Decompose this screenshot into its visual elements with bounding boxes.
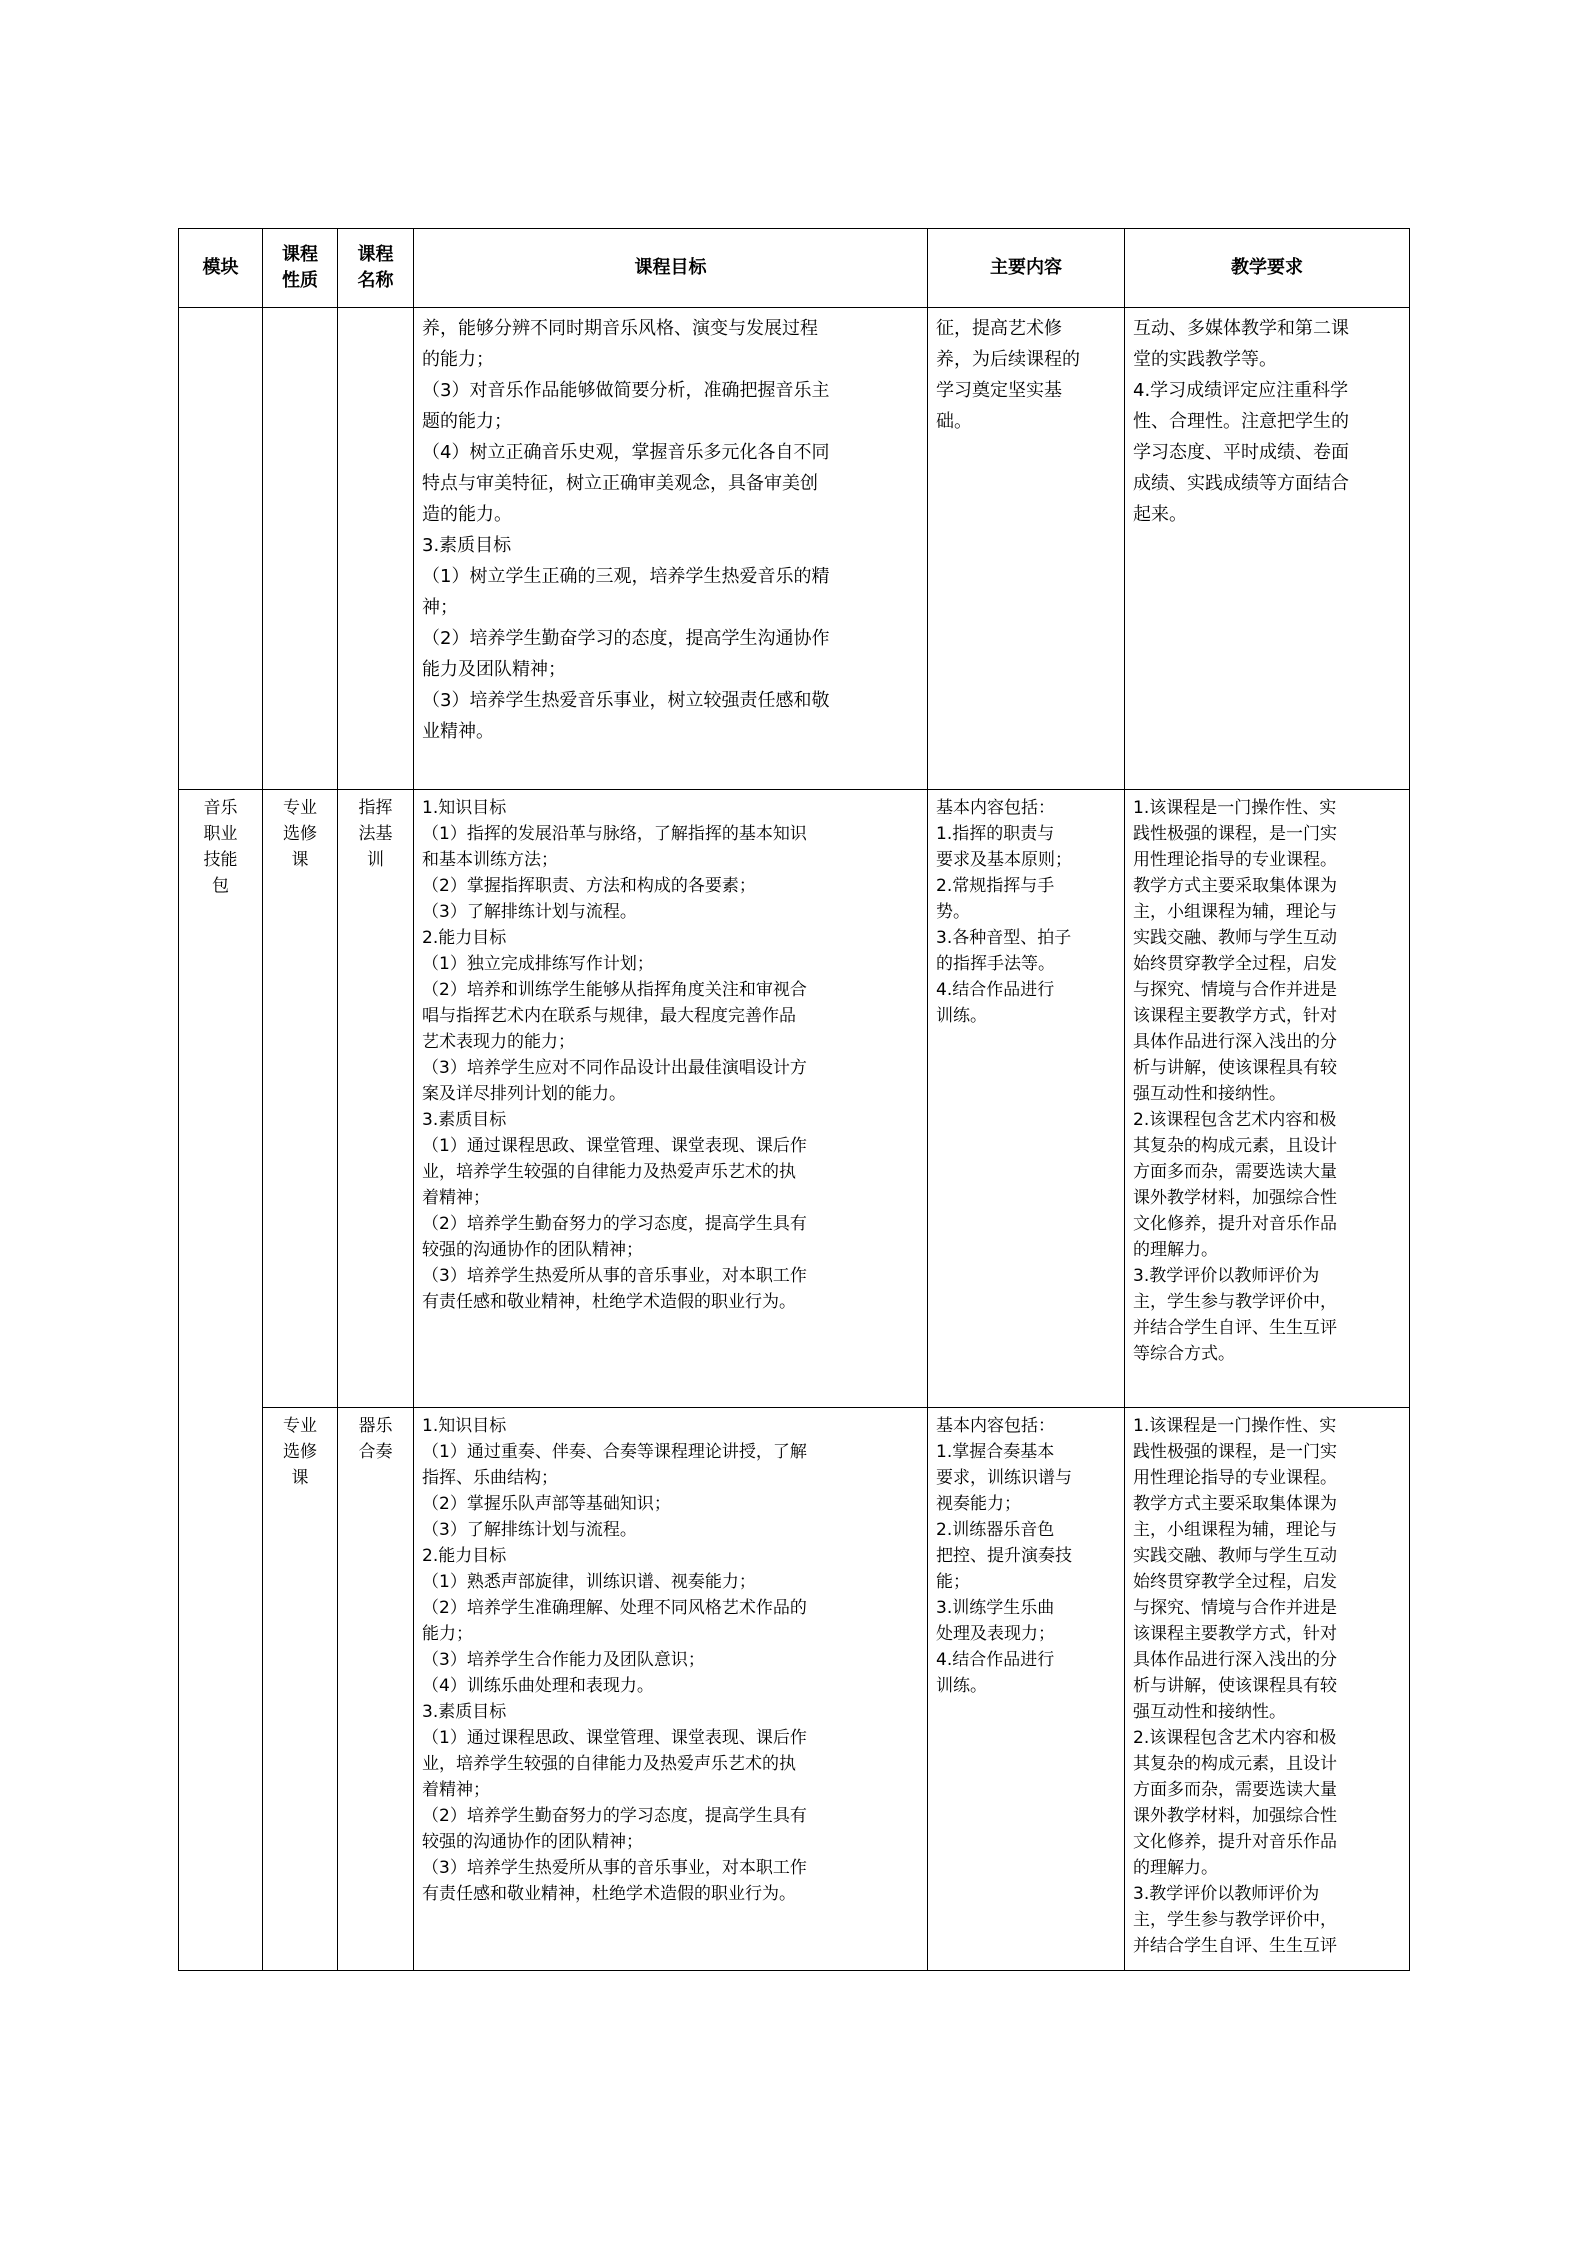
goal-cell: [414, 308, 928, 790]
content-line: 处理及表现力；: [936, 1624, 1055, 1644]
requirement-line: 2.该课程包含艺术内容和极: [1133, 1728, 1337, 1748]
requirement-line: 学习态度、平时成绩、卷面: [1133, 442, 1349, 463]
name-line: 法基: [358, 824, 393, 844]
requirement-line: 用性理论指导的专业课程。: [1133, 850, 1337, 870]
content-line: 要求，训练识谱与: [936, 1468, 1072, 1488]
requirement-line: 其复杂的构成元素，且设计: [1133, 1754, 1337, 1774]
requirement-line: 践性极强的课程，是一门实: [1133, 824, 1337, 844]
goal-cell: [414, 790, 928, 1408]
goal-line: 较强的沟通协作的团队精神；: [422, 1240, 643, 1260]
goal-line: （3）了解排练计划与流程。: [422, 902, 637, 922]
nature-line: 课: [291, 850, 309, 870]
requirement-line: 与探究、情境与合作并进是: [1133, 980, 1337, 1000]
goal-line: （1）通过重奏、伴奏、合奏等课程理论讲授，了解: [422, 1442, 807, 1462]
goal-line: 养，能够分辨不同时期音乐风格、演变与发展过程: [422, 318, 818, 339]
requirement-line: 起来。: [1133, 504, 1187, 525]
goal-line: 唱与指挥艺术内在联系与规律，最大程度完善作品: [422, 1006, 796, 1026]
goal-line: 有责任感和敬业精神，杜绝学术造假的职业行为。: [422, 1884, 796, 1904]
requirement-line: 与探究、情境与合作并进是: [1133, 1598, 1337, 1618]
requirement-line: 的理解力。: [1133, 1240, 1218, 1260]
goal-line: 能力；: [422, 1624, 473, 1644]
goal-line: （1）熟悉声部旋律，训练识谱、视奏能力；: [422, 1572, 756, 1592]
requirement-line: 具体作品进行深入浅出的分: [1133, 1032, 1337, 1052]
nature-line: 专业: [283, 798, 317, 818]
content-line: 学习奠定坚实基: [936, 380, 1062, 401]
requirement-line: 性、合理性。注意把学生的: [1133, 411, 1349, 432]
requirement-line: 4.学习成绩评定应注重科学: [1133, 380, 1349, 401]
header-main-content: 主要内容: [928, 229, 1125, 308]
content-cell: [928, 308, 1125, 790]
header-name-line: 名称: [357, 270, 394, 291]
goal-line: （2）掌握乐队声部等基础知识；: [422, 1494, 671, 1514]
requirement-line: 等综合方式。: [1133, 1344, 1235, 1364]
goal-line: 特点与审美特征，树立正确审美观念，具备审美创: [422, 473, 818, 494]
table-row-ensemble: [179, 1408, 1410, 1971]
goal-line: 2.能力目标: [422, 928, 507, 948]
module-cell: [179, 790, 263, 1971]
module-label-line: 技能: [203, 850, 238, 870]
nature-cell-empty: [263, 308, 338, 790]
content-line: 3.各种音型、拍子: [936, 928, 1072, 948]
content-line: 训练。: [936, 1676, 987, 1696]
content-line: 2.训练器乐音色: [936, 1520, 1055, 1540]
requirement-cell: [1125, 308, 1410, 790]
goal-line: 业，培养学生较强的自律能力及热爱声乐艺术的执: [422, 1754, 796, 1774]
requirement-line: 具体作品进行深入浅出的分: [1133, 1650, 1337, 1670]
content-line: 1.指挥的职责与: [936, 824, 1055, 844]
name-line: 指挥: [358, 798, 393, 818]
header-course-nature: [263, 229, 338, 308]
goal-line: 指挥、乐曲结构；: [422, 1468, 558, 1488]
goal-line: （2）培养学生准确理解、处理不同风格艺术作品的: [422, 1598, 807, 1618]
requirement-line: 实践交融、教师与学生互动: [1133, 1546, 1337, 1566]
content-line: 基本内容包括：: [936, 798, 1055, 818]
requirement-line: 主，小组课程为辅，理论与: [1133, 1520, 1337, 1540]
goal-line: 较强的沟通协作的团队精神；: [422, 1832, 643, 1852]
requirement-line: 方面多而杂，需要选读大量: [1133, 1780, 1337, 1800]
nature-line: 课: [291, 1468, 309, 1488]
requirement-line: 课外教学材料，加强综合性: [1133, 1188, 1337, 1208]
name-cell-empty: [338, 308, 414, 790]
goal-line: （2）培养和训练学生能够从指挥角度关注和审视合: [422, 980, 807, 1000]
requirement-line: 强互动性和接纳性。: [1133, 1702, 1286, 1722]
content-line: 视奏能力；: [936, 1494, 1021, 1514]
goal-line: 3.素质目标: [422, 1110, 507, 1130]
requirement-cell: [1125, 1408, 1410, 1971]
goal-line: 业，培养学生较强的自律能力及热爱声乐艺术的执: [422, 1162, 796, 1182]
requirement-line: 主，学生参与教学评价中，: [1133, 1910, 1337, 1930]
requirement-line: 析与讲解，使该课程具有较: [1133, 1058, 1337, 1078]
goal-line: （3）培养学生热爱所从事的音乐事业，对本职工作: [422, 1858, 807, 1878]
requirement-line: 互动、多媒体教学和第二课: [1133, 318, 1349, 339]
goal-line: （3）培养学生合作能力及团队意识；: [422, 1650, 705, 1670]
goal-line: （1）指挥的发展沿革与脉络，了解指挥的基本知识: [422, 824, 807, 844]
header-course-name: [338, 229, 414, 308]
requirement-cell: [1125, 790, 1410, 1408]
requirement-line: 析与讲解，使该课程具有较: [1133, 1676, 1337, 1696]
requirement-line: 3.教学评价以教师评价为: [1133, 1884, 1320, 1904]
goal-line: 造的能力。: [422, 504, 512, 525]
goal-line: （3）培养学生热爱所从事的音乐事业，对本职工作: [422, 1266, 807, 1286]
requirement-line: 践性极强的课程，是一门实: [1133, 1442, 1337, 1462]
course-table: [178, 228, 1410, 1971]
requirement-line: 主，学生参与教学评价中，: [1133, 1292, 1337, 1312]
module-cell-empty: [179, 308, 263, 790]
requirement-line: 其复杂的构成元素，且设计: [1133, 1136, 1337, 1156]
requirement-line: 教学方式主要采取集体课为: [1133, 1494, 1337, 1514]
goal-line: 1.知识目标: [422, 1416, 507, 1436]
goal-line: 有责任感和敬业精神，杜绝学术造假的职业行为。: [422, 1292, 796, 1312]
header-module: 模块: [179, 229, 263, 308]
requirement-line: 文化修养，提升对音乐作品: [1133, 1214, 1337, 1234]
goal-line: 2.能力目标: [422, 1546, 507, 1566]
goal-line: 1.知识目标: [422, 798, 507, 818]
content-cell: [928, 1408, 1125, 1971]
name-line: 器乐: [358, 1416, 393, 1436]
table-row-conducting: [179, 790, 1410, 1408]
requirement-line: 该课程主要教学方式，针对: [1133, 1006, 1337, 1026]
header-name-line: 课程: [357, 244, 394, 265]
requirement-line: 的理解力。: [1133, 1858, 1218, 1878]
goal-line: 着精神；: [422, 1188, 490, 1208]
header-teaching-requirement: 教学要求: [1125, 229, 1410, 308]
goal-line: 3.素质目标: [422, 1702, 507, 1722]
requirement-line: 课外教学材料，加强综合性: [1133, 1806, 1337, 1826]
header-nature-line: 性质: [282, 270, 318, 291]
name-line: 合奏: [358, 1442, 393, 1462]
requirement-line: 方面多而杂，需要选读大量: [1133, 1162, 1337, 1182]
content-cell: [928, 790, 1125, 1408]
content-line: 3.训练学生乐曲: [936, 1598, 1055, 1618]
goal-line: （2）培养学生勤奋努力的学习态度，提高学生具有: [422, 1214, 807, 1234]
goal-line: 艺术表现力的能力；: [422, 1032, 575, 1052]
requirement-line: 并结合学生自评、生生互评: [1133, 1318, 1337, 1338]
goal-line: （1）树立学生正确的三观，培养学生热爱音乐的精: [422, 566, 830, 587]
goal-line: （3）培养学生应对不同作品设计出最佳演唱设计方: [422, 1058, 807, 1078]
goal-line: 能力及团队精神；: [422, 659, 566, 680]
nature-cell: [263, 1408, 338, 1971]
name-cell: [338, 790, 414, 1408]
header-course-goal: 课程目标: [414, 229, 928, 308]
requirement-line: 堂的实践教学等。: [1133, 349, 1277, 370]
name-cell: [338, 1408, 414, 1971]
content-line: 的指挥手法等。: [936, 954, 1055, 974]
requirement-line: 成绩、实践成绩等方面结合: [1133, 473, 1349, 494]
goal-line: （1）通过课程思政、课堂管理、课堂表现、课后作: [422, 1136, 807, 1156]
header-nature-line: 课程: [282, 244, 318, 265]
requirement-line: 2.该课程包含艺术内容和极: [1133, 1110, 1337, 1130]
module-label-line: 包: [212, 876, 229, 896]
content-line: 要求及基本原则；: [936, 850, 1072, 870]
requirement-line: 1.该课程是一门操作性、实: [1133, 1416, 1337, 1436]
nature-cell: [263, 790, 338, 1408]
goal-line: 题的能力；: [422, 411, 512, 432]
content-line: 础。: [936, 411, 972, 432]
content-line: 4.结合作品进行: [936, 1650, 1055, 1670]
goal-line: （4）训练乐曲处理和表现力。: [422, 1676, 654, 1696]
requirement-line: 强互动性和接纳性。: [1133, 1084, 1286, 1104]
goal-line: （3）培养学生热爱音乐事业，树立较强责任感和敬: [422, 690, 830, 711]
goal-line: （2）掌握指挥职责、方法和构成的各要素；: [422, 876, 756, 896]
content-line: 势。: [936, 902, 970, 922]
table-row-continuation: [179, 308, 1410, 790]
goal-line: 案及详尽排列计划的能力。: [422, 1084, 626, 1104]
requirement-line: 3.教学评价以教师评价为: [1133, 1266, 1320, 1286]
goal-cell: [414, 1408, 928, 1971]
goal-line: 的能力；: [422, 349, 494, 370]
nature-line: 选修: [283, 824, 317, 844]
header-row: [179, 229, 1410, 308]
requirement-line: 该课程主要教学方式，针对: [1133, 1624, 1337, 1644]
requirement-line: 主，小组课程为辅，理论与: [1133, 902, 1337, 922]
content-line: 能；: [936, 1572, 970, 1592]
content-line: 把控、提升演奏技: [936, 1546, 1072, 1566]
content-line: 征，提高艺术修: [936, 318, 1062, 339]
module-label-line: 职业: [203, 824, 238, 844]
name-line: 训: [367, 850, 384, 870]
goal-line: （3）了解排练计划与流程。: [422, 1520, 637, 1540]
goal-line: 和基本训练方法；: [422, 850, 558, 870]
content-line: 基本内容包括：: [936, 1416, 1055, 1436]
goal-line: （3）对音乐作品能够做简要分析，准确把握音乐主: [422, 380, 830, 401]
nature-line: 专业: [283, 1416, 317, 1436]
requirement-line: 实践交融、教师与学生互动: [1133, 928, 1337, 948]
goal-line: （1）独立完成排练写作计划；: [422, 954, 654, 974]
content-line: 2.常规指挥与手: [936, 876, 1055, 896]
content-line: 养，为后续课程的: [936, 349, 1080, 370]
requirement-line: 用性理论指导的专业课程。: [1133, 1468, 1337, 1488]
goal-line: 神；: [422, 597, 458, 618]
requirement-line: 始终贯穿教学全过程，启发: [1133, 1572, 1337, 1592]
goal-line: 3.素质目标: [422, 535, 512, 556]
goal-line: （4）树立正确音乐史观，掌握音乐多元化各自不同: [422, 442, 830, 463]
content-line: 4.结合作品进行: [936, 980, 1055, 1000]
requirement-line: 始终贯穿教学全过程，启发: [1133, 954, 1337, 974]
requirement-line: 教学方式主要采取集体课为: [1133, 876, 1337, 896]
requirement-line: 1.该课程是一门操作性、实: [1133, 798, 1337, 818]
goal-line: 着精神；: [422, 1780, 490, 1800]
requirement-line: 文化修养，提升对音乐作品: [1133, 1832, 1337, 1852]
goal-line: （2）培养学生勤奋学习的态度，提高学生沟通协作: [422, 628, 830, 649]
nature-line: 选修: [283, 1442, 317, 1462]
goal-line: （1）通过课程思政、课堂管理、课堂表现、课后作: [422, 1728, 807, 1748]
content-line: 1.掌握合奏基本: [936, 1442, 1055, 1462]
module-label-line: 音乐: [203, 798, 238, 818]
goal-line: （2）培养学生勤奋努力的学习态度，提高学生具有: [422, 1806, 807, 1826]
requirement-line: 并结合学生自评、生生互评: [1133, 1936, 1337, 1956]
content-line: 训练。: [936, 1006, 987, 1026]
goal-line: 业精神。: [422, 721, 494, 742]
